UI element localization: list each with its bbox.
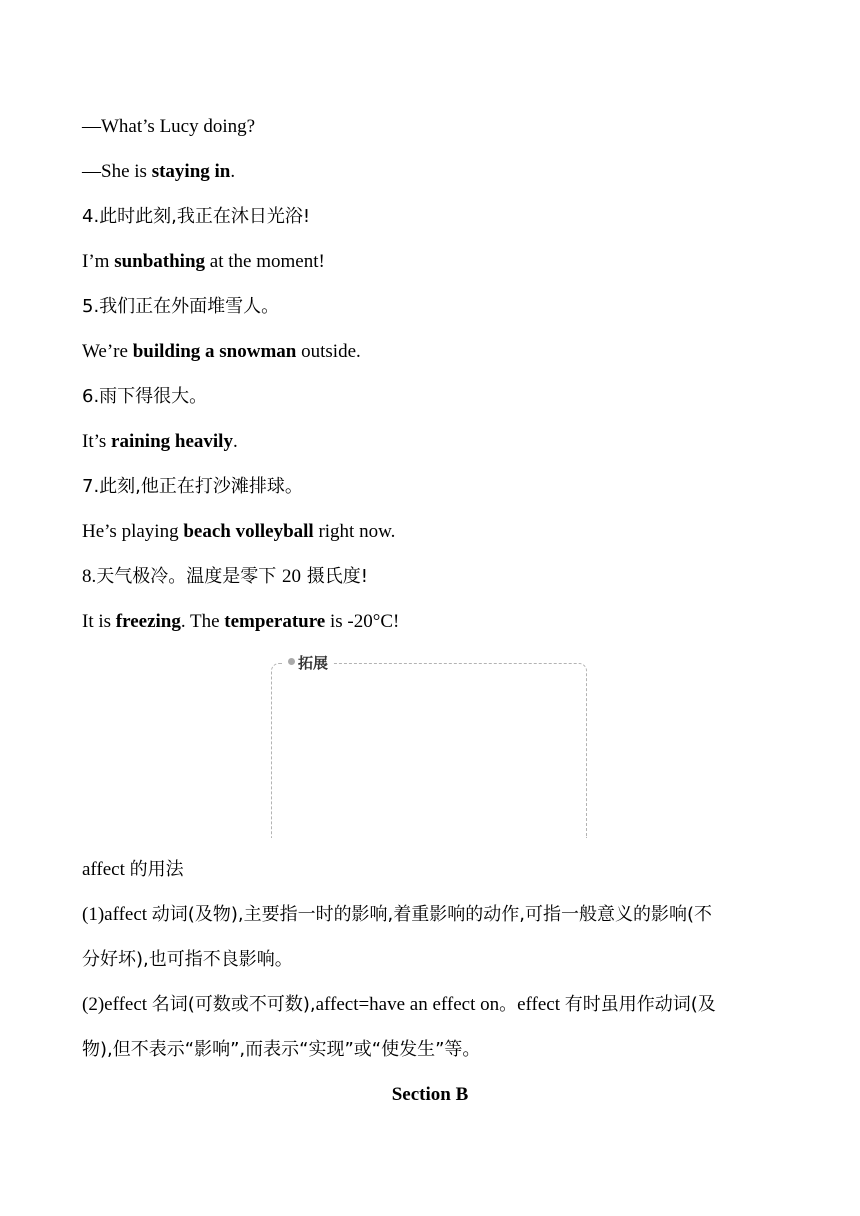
text-segment: 有时虽用作动词(及 bbox=[564, 994, 716, 1015]
text-line bbox=[82, 294, 279, 320]
text-line bbox=[82, 474, 303, 500]
text-line bbox=[82, 384, 207, 410]
extension-box-label: 拓展 bbox=[284, 652, 332, 674]
note-line bbox=[82, 902, 712, 928]
text-segment: at the moment! bbox=[205, 251, 325, 272]
extension-box bbox=[271, 663, 587, 838]
note-line bbox=[82, 947, 293, 973]
text-segment: effect bbox=[517, 994, 565, 1015]
text-segment: 6.雨下得很大。 bbox=[82, 386, 208, 407]
text-line bbox=[82, 339, 361, 365]
text-segment: (1)affect bbox=[82, 904, 152, 925]
text-segment: I’m bbox=[82, 251, 115, 272]
text-line bbox=[82, 114, 255, 140]
text-segment: right now. bbox=[313, 521, 396, 542]
text-segment: 天气极冷。温度是零下 bbox=[96, 566, 282, 587]
text-line bbox=[82, 519, 395, 545]
text-segment: building a snowman bbox=[132, 341, 297, 362]
text-line bbox=[82, 429, 238, 455]
text-segment: 5.我们正在外面堆雪人。 bbox=[82, 296, 280, 317]
text-segment: beach volleyball bbox=[183, 521, 314, 542]
text-segment: We’re bbox=[82, 341, 133, 362]
text-segment: sunbathing bbox=[114, 251, 206, 272]
text-segment: freezing bbox=[115, 611, 181, 632]
note-line bbox=[82, 1037, 480, 1063]
text-segment: It is bbox=[82, 611, 116, 632]
note-line bbox=[82, 857, 184, 883]
text-segment: 8. bbox=[82, 566, 97, 587]
text-segment: staying in bbox=[151, 161, 231, 182]
note-line bbox=[82, 992, 716, 1018]
text-line bbox=[82, 249, 325, 275]
bullet-dot-icon bbox=[288, 658, 295, 665]
text-segment: 名词(可数或不可数), bbox=[151, 994, 316, 1015]
text-segment: 。 bbox=[499, 994, 518, 1015]
text-segment: It’s bbox=[82, 431, 112, 452]
text-segment: raining heavily bbox=[111, 431, 233, 452]
text-segment: is -20°C! bbox=[325, 611, 400, 632]
text-segment: —What’s Lucy doing? bbox=[82, 116, 256, 137]
text-line bbox=[82, 204, 310, 230]
text-segment: affect=have an effect on bbox=[315, 994, 500, 1015]
text-segment: affect bbox=[82, 859, 130, 880]
text-segment: 20 bbox=[281, 566, 301, 587]
text-segment: 动词(及物),主要指一时的影响,着重影响的动作,可指一般意义的影响(不 bbox=[151, 904, 713, 925]
text-segment: 摄氏度! bbox=[300, 566, 368, 587]
text-line bbox=[82, 159, 235, 185]
text-segment: . bbox=[232, 431, 238, 452]
text-segment: 的用法 bbox=[129, 859, 184, 880]
text-segment: 4.此时此刻,我正在沐日光浴! bbox=[82, 206, 311, 227]
text-segment: temperature bbox=[224, 611, 326, 632]
text-segment: outside. bbox=[296, 341, 361, 362]
text-line bbox=[82, 564, 368, 590]
text-segment: He’s playing bbox=[82, 521, 184, 542]
section-heading: Section B bbox=[391, 1084, 469, 1105]
text-segment: 7.此刻,他正在打沙滩排球。 bbox=[82, 476, 303, 497]
text-line bbox=[82, 609, 399, 635]
text-segment: . The bbox=[180, 611, 225, 632]
text-segment: 物),但不表示“影响”,而表示“实现”或“使发生”等。 bbox=[82, 1039, 481, 1060]
text-segment: . bbox=[230, 161, 236, 182]
text-segment: 分好坏),也可指不良影响。 bbox=[82, 949, 293, 970]
text-segment: —She is bbox=[82, 161, 152, 182]
text-segment: (2)effect bbox=[82, 994, 152, 1015]
